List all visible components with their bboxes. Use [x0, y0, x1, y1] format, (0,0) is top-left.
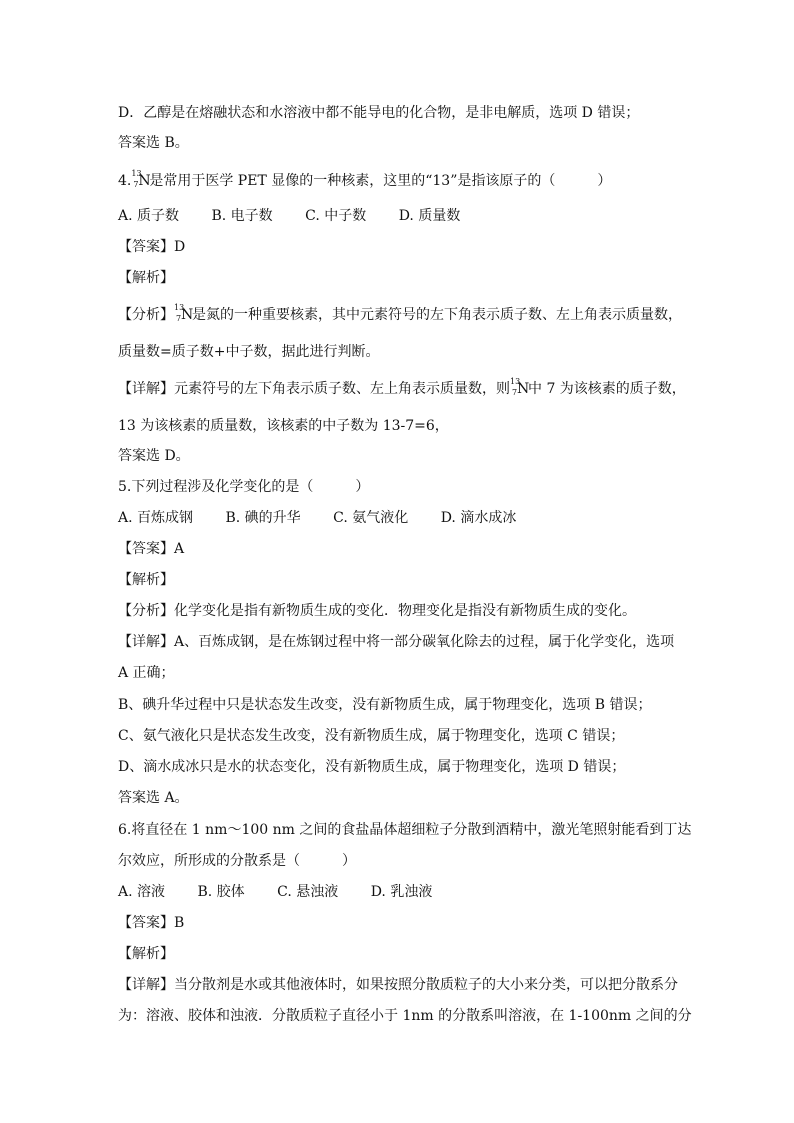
element-symbol: N [138, 173, 151, 189]
text-line: D．乙醇是在熔融状态和水溶液中都不能导电的化合物，是非电解质，选项 D 错误； [118, 105, 640, 121]
option-d: D. 质量数 [398, 208, 461, 224]
option-a: A. 溶液 [118, 884, 166, 900]
analysis-line [118, 305, 682, 325]
analysis-label: 【分析】 [118, 307, 174, 323]
question-number: 4. [118, 173, 132, 189]
mass-number: 13 [510, 377, 521, 386]
conclusion: 答案选 A。 [118, 790, 189, 806]
explanation-line: B、碘升华过程中只是状态发生改变，没有新物质生成，属于物理变化，选项 B 错误； [118, 697, 652, 713]
explanation-line: 为：溶液、胶体和浊液．分散质粒子直径小于 1nm 的分散系叫溶液，在 1-100nm 之间的分 [118, 1008, 692, 1024]
explanation-line: 【详解】A、百炼成钢，是在炼钢过程中将一部分碳氧化除去的过程，属于化学变化，选项 [118, 634, 675, 650]
option-c: C. 悬浊液 [277, 884, 339, 900]
explanation-line: 【详解】当分散剂是水或其他液体时，如果按照分散质粒子的大小来分类，可以把分散系分 [118, 977, 678, 993]
mass-number: 13 [174, 303, 185, 312]
atomic-number: 7 [133, 180, 139, 189]
option-d: D. 乳浊液 [370, 884, 433, 900]
option-a: A. 百炼成钢 [118, 510, 194, 526]
question-4-stem [118, 171, 611, 191]
answer: 【答案】D [118, 239, 186, 255]
element-symbol: N [517, 381, 530, 397]
analysis-line: 质量数=质子数+中子数，据此进行判断。 [118, 344, 380, 360]
element-symbol: N [181, 307, 194, 323]
option-c: C. 氨气液化 [333, 510, 409, 526]
question-6-options [118, 882, 460, 902]
question-5-options [118, 508, 544, 528]
question-5-stem: 5.下列过程涉及化学变化的是（ ） [118, 479, 370, 495]
explanation-line: 13 为该核素的质量数，该核素的中子数为 13-7=6， [118, 418, 449, 434]
answer: 【答案】A [118, 541, 185, 557]
option-a: A. 质子数 [118, 208, 180, 224]
nuclide-symbol [131, 171, 149, 191]
option-c: C. 中子数 [305, 208, 367, 224]
question-6-stem: 6.将直径在 1 nm～100 nm 之间的食盐晶体超细粒子分散到酒精中，激光笔照射能看到丁达 [118, 822, 692, 838]
nuclide-symbol [174, 305, 192, 325]
option-d: D. 滴水成冰 [440, 510, 517, 526]
atomic-number: 7 [176, 314, 182, 323]
explanation-line: D、滴水成冰只是水的状态变化，没有新物质生成，属于物理变化，选项 D 错误； [118, 759, 626, 775]
explanation-line [118, 379, 686, 399]
analysis-line: 【分析】化学变化是指有新物质生成的变化．物理变化是指没有新物质生成的变化。 [118, 603, 636, 619]
explanation-text: 中 7 为该核素的质子数， [528, 381, 686, 397]
option-b: B. 碘的升华 [225, 510, 301, 526]
analysis-heading: 【解析】 [118, 946, 174, 962]
explanation-line: A 正确； [118, 665, 175, 681]
analysis-text: 是氮的一种重要核素，其中元素符号的左下角表示质子数、左上角表示质量数， [192, 307, 682, 323]
conclusion: 答案选 D。 [118, 448, 190, 464]
option-b: B. 胶体 [197, 884, 245, 900]
text-line: 答案选 B。 [118, 135, 189, 151]
question-text: 是常用于医学 PET 显像的一种核素，这里的“13”是指该原子的（ ） [149, 173, 612, 189]
atomic-number: 7 [512, 388, 518, 397]
explanation-text: 【详解】元素符号的左下角表示质子数、左上角表示质量数，则 [118, 381, 510, 397]
analysis-heading: 【解析】 [118, 270, 174, 286]
question-4-options [118, 206, 488, 226]
explanation-line: C、氨气液化只是状态发生改变，没有新物质生成，属于物理变化，选项 C 错误； [118, 728, 625, 744]
nuclide-symbol [510, 379, 528, 399]
analysis-heading: 【解析】 [118, 572, 174, 588]
option-b: B. 电子数 [211, 208, 273, 224]
answer: 【答案】B [118, 915, 185, 931]
mass-number: 13 [131, 169, 142, 178]
question-6-stem: 尔效应，所形成的分散系是（ ） [118, 853, 356, 869]
